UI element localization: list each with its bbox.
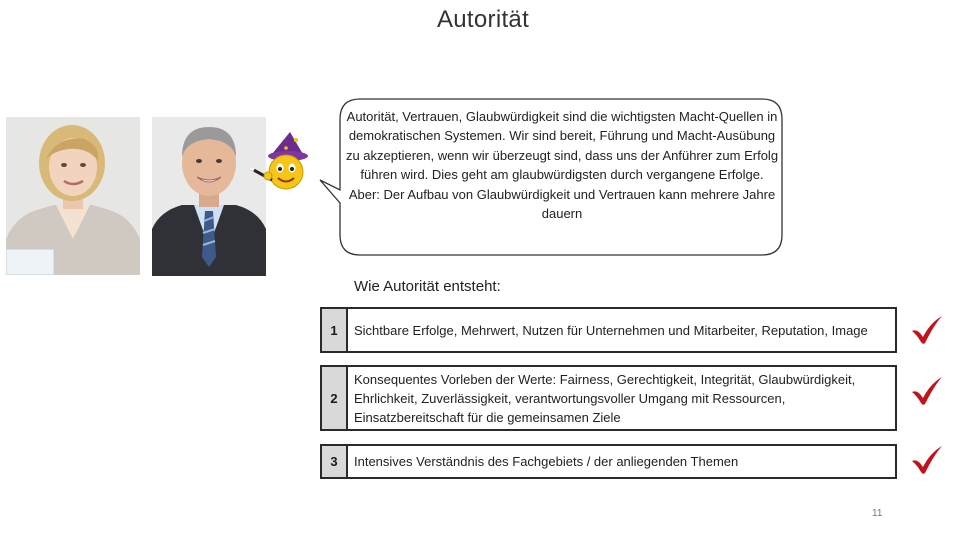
item-number: 1: [322, 309, 348, 351]
item-text: Intensives Verständnis des Fachgebiets / der anliegenden Themen: [354, 454, 739, 469]
item-text: Konsequentes Vorleben der Werte: Fairness, Gerechtigkeit, Integrität, Glaubwürdigkeit, Ehrlichkeit, Zuverlässigkeit, verantwortungsvoller Umgang mit Ressourcen, Einsatzbereitschaft für die gemeinsamen Ziele: [354, 371, 856, 425]
section-subheading: Wie Autorität entsteht:: [354, 278, 501, 295]
red-checkmark-icon: [910, 315, 944, 345]
wizard-emoji-icon: [246, 130, 312, 196]
speech-bubble-text: Autorität, Vertrauen, Glaubwürdigkeit sind die wichtigsten Macht-Quellen in demokratischen Systemen. Wir sind bereit, Führung und Macht-Ausübung zu akzeptieren, wenn wir überzeugt sind, dass uns der Anführer zum Erfolg führen wird. Dies geht am glaubwürdigsten durch vergangene Erfolge. Aber: Der Aufbau von Glaubwürdigkeit und Vertrauen kann mehrere Jahre dauern: [345, 109, 779, 222]
red-checkmark-icon: [910, 445, 944, 475]
page-number: 11: [872, 508, 883, 519]
item-text: Sichtbare Erfolge, Mehrwert, Nutzen für Unternehmen und Mitarbeiter, Reputation, Image: [354, 322, 868, 338]
item-number: 2: [322, 367, 348, 429]
woman-portrait-image: [6, 117, 140, 275]
list-item: [320, 444, 897, 479]
page-title: Autorität: [436, 6, 530, 33]
red-checkmark-icon: [910, 376, 944, 406]
list-item: [320, 307, 897, 353]
list-item: [320, 365, 897, 431]
item-number: 3: [322, 446, 348, 477]
